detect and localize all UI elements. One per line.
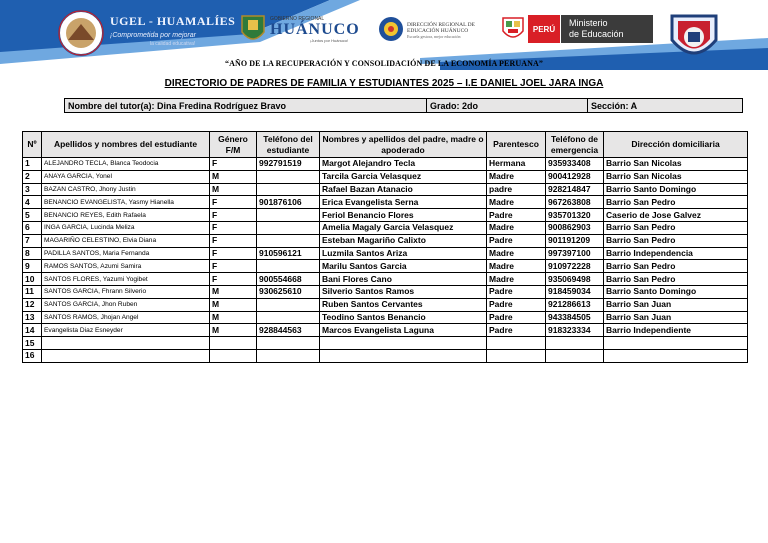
cell-gender: M xyxy=(210,311,257,324)
cell-student-phone: 901876106 xyxy=(257,196,320,209)
cell-student-phone xyxy=(257,311,320,324)
cell-parent: Rafael Bazan Atanacio xyxy=(320,183,487,196)
cell-emergency-phone: 967263808 xyxy=(546,196,604,209)
col-header-student: Apellidos y nombres del estudiante xyxy=(42,132,210,158)
cell-relation: Padre xyxy=(487,285,546,298)
cell-relation: Padre xyxy=(487,209,546,222)
cell-student-phone xyxy=(257,260,320,273)
col-header-address: Dirección domiciliaria xyxy=(604,132,748,158)
col-header-parent: Nombres y apellidos del padre, madre o apoderado xyxy=(320,132,487,158)
cell-num: 8 xyxy=(23,247,42,260)
cell-emergency-phone xyxy=(546,349,604,362)
cell-relation: Madre xyxy=(487,196,546,209)
cell-relation: Padre xyxy=(487,324,546,337)
cell-student: BENANCIO REYES, Edith Rafaela xyxy=(42,209,210,222)
cell-student-phone: 928844563 xyxy=(257,324,320,337)
dre-line-2: EDUCACIÓN HUÁNUCO xyxy=(407,28,469,34)
cell-parent: Marilu Santos Garcia xyxy=(320,260,487,273)
gobierno-regional-text xyxy=(270,16,360,43)
ministry-brand-box xyxy=(561,15,653,43)
cell-gender: F xyxy=(210,158,257,171)
cell-num: 12 xyxy=(23,298,42,311)
cell-gender xyxy=(210,349,257,362)
peru-brand-box: PERÚ xyxy=(528,15,560,43)
cell-address: Barrio San Nicolas xyxy=(604,158,748,171)
school-shield-icon xyxy=(666,12,722,66)
cell-student-phone: 992791519 xyxy=(257,158,320,171)
cell-parent: Feriol Benancio Flores xyxy=(320,209,487,222)
cell-parent xyxy=(320,349,487,362)
cell-relation: Padre xyxy=(487,234,546,247)
cell-parent: Ruben Santos Cervantes xyxy=(320,298,487,311)
peru-coat-of-arms-icon xyxy=(501,15,525,43)
cell-address: Barrio San Pedro xyxy=(604,234,748,247)
cell-num: 16 xyxy=(23,349,42,362)
col-header-student-phone: Teléfono del estudiante xyxy=(257,132,320,158)
cell-emergency-phone: 901191209 xyxy=(546,234,604,247)
cell-student-phone xyxy=(257,221,320,234)
cell-num: 10 xyxy=(23,273,42,286)
dre-logo-icon xyxy=(378,16,404,42)
table-row xyxy=(23,273,748,286)
cell-student: SANTOS GARCIA, Fhrann Silverio xyxy=(42,285,210,298)
cell-gender: F xyxy=(210,209,257,222)
cell-parent: Margot Alejandro Tecla xyxy=(320,158,487,171)
cell-student: INGA GARCIA, Lucinda Meliza xyxy=(42,221,210,234)
cell-student: SANTOS GARCIA, Jhon Ruben xyxy=(42,298,210,311)
cell-student: ANAYA GARCIA, Yonel xyxy=(42,170,210,183)
dre-line-1: DIRECCIÓN REGIONAL DE xyxy=(407,22,475,28)
cell-student: SANTOS RAMOS, Jhojan Angel xyxy=(42,311,210,324)
cell-parent: Luzmila Santos Ariza xyxy=(320,247,487,260)
cell-address: Barrio San Juan xyxy=(604,298,748,311)
cell-parent: Marcos Evangelista Laguna xyxy=(320,324,487,337)
cell-emergency-phone: 935069498 xyxy=(546,273,604,286)
table-row xyxy=(23,234,748,247)
cell-gender: M xyxy=(210,298,257,311)
cell-num: 14 xyxy=(23,324,42,337)
cell-gender: F xyxy=(210,196,257,209)
cell-relation xyxy=(487,349,546,362)
cell-gender: M xyxy=(210,170,257,183)
cell-relation: Madre xyxy=(487,221,546,234)
cell-parent: Bani Flores Cano xyxy=(320,273,487,286)
cell-address: Barrio San Juan xyxy=(604,311,748,324)
cell-address xyxy=(604,337,748,350)
cell-address: Barrio Santo Domingo xyxy=(604,285,748,298)
cell-address: Barrio San Pedro xyxy=(604,260,748,273)
cell-num: 2 xyxy=(23,170,42,183)
cell-parent: Amelia Magaly Garcia Velasquez xyxy=(320,221,487,234)
cell-relation: Padre xyxy=(487,311,546,324)
cell-student-phone xyxy=(257,349,320,362)
ministry-line-1: Ministerio xyxy=(569,18,608,28)
cell-num: 9 xyxy=(23,260,42,273)
cell-address: Barrio San Pedro xyxy=(604,273,748,286)
cell-parent: Tarcila Garcia Velasquez xyxy=(320,170,487,183)
table-header-row xyxy=(23,132,748,158)
cell-student-phone xyxy=(257,183,320,196)
cell-address xyxy=(604,349,748,362)
cell-relation: Madre xyxy=(487,247,546,260)
cell-address: Barrio San Nicolas xyxy=(604,170,748,183)
table-row xyxy=(23,285,748,298)
table-row xyxy=(23,349,748,362)
cell-address: Barrio San Pedro xyxy=(604,221,748,234)
tutor-info-table xyxy=(64,98,743,113)
table-row xyxy=(23,221,748,234)
cell-relation: Hermana xyxy=(487,158,546,171)
cell-gender xyxy=(210,337,257,350)
cell-student: RAMOS SANTOS, Azumi Samira xyxy=(42,260,210,273)
cell-num: 4 xyxy=(23,196,42,209)
cell-num: 7 xyxy=(23,234,42,247)
cell-student-phone: 900554668 xyxy=(257,273,320,286)
cell-student-phone xyxy=(257,298,320,311)
table-row xyxy=(23,170,748,183)
cell-student: MAGARIÑO CELESTINO, Elvia Diana xyxy=(42,234,210,247)
cell-address: Barrio Independiente xyxy=(604,324,748,337)
cell-relation: padre xyxy=(487,183,546,196)
cell-student-phone: 930625610 xyxy=(257,285,320,298)
table-row xyxy=(23,298,748,311)
cell-parent: Silverio Santos Ramos xyxy=(320,285,487,298)
cell-address: Caserio de Jose Galvez xyxy=(604,209,748,222)
cell-student: BENANCIO EVANGELISTA, Yasmy Hianella xyxy=(42,196,210,209)
ugel-logo-icon xyxy=(58,10,104,56)
cell-student-phone xyxy=(257,170,320,183)
cell-parent: Esteban Magariño Calixto xyxy=(320,234,487,247)
cell-emergency-phone: 935701320 xyxy=(546,209,604,222)
cell-student: ALEJANDRO TECLA, Blanca Teodocia xyxy=(42,158,210,171)
cell-emergency-phone: 900412928 xyxy=(546,170,604,183)
cell-num: 11 xyxy=(23,285,42,298)
document-title: DIRECTORIO DE PADRES DE FAMILIA Y ESTUDIANTES 2025 – I.E DANIEL JOEL JARA INGA xyxy=(164,78,604,89)
cell-student-phone xyxy=(257,234,320,247)
cell-gender: F xyxy=(210,221,257,234)
table-row xyxy=(23,183,748,196)
cell-num: 6 xyxy=(23,221,42,234)
ugel-text-block xyxy=(110,14,235,47)
tutor-name-cell: Nombre del tutor(a): Dina Fredina Rodríguez Bravo xyxy=(65,99,427,113)
cell-address: Barrio Santo Domingo xyxy=(604,183,748,196)
dre-text xyxy=(407,22,475,40)
gobierno-regional-shield-icon xyxy=(240,14,266,46)
cell-parent xyxy=(320,337,487,350)
cell-relation: Madre xyxy=(487,260,546,273)
cell-parent: Erica Evangelista Serna xyxy=(320,196,487,209)
table-body xyxy=(23,158,748,363)
cell-num: 5 xyxy=(23,209,42,222)
cell-num: 15 xyxy=(23,337,42,350)
cell-relation xyxy=(487,337,546,350)
col-header-num: Nº xyxy=(23,132,42,158)
cell-emergency-phone: 900862903 xyxy=(546,221,604,234)
table-row xyxy=(23,324,748,337)
cell-student xyxy=(42,337,210,350)
cell-student-phone xyxy=(257,209,320,222)
col-header-gender: Género F/M xyxy=(210,132,257,158)
cell-student-phone xyxy=(257,337,320,350)
cell-gender: M xyxy=(210,324,257,337)
cell-gender: F xyxy=(210,273,257,286)
cell-relation: Madre xyxy=(487,170,546,183)
gob-name: HUÁNUCO xyxy=(270,21,360,38)
table-row xyxy=(23,247,748,260)
cell-student-phone: 910596121 xyxy=(257,247,320,260)
table-row xyxy=(23,196,748,209)
cell-emergency-phone: 943384505 xyxy=(546,311,604,324)
cell-emergency-phone: 997397100 xyxy=(546,247,604,260)
cell-student: Evangelista Diaz Esneyder xyxy=(42,324,210,337)
cell-num: 3 xyxy=(23,183,42,196)
table-row xyxy=(23,311,748,324)
cell-relation: Padre xyxy=(487,298,546,311)
table-row xyxy=(23,260,748,273)
cell-student xyxy=(42,349,210,362)
cell-emergency-phone: 918323334 xyxy=(546,324,604,337)
ugel-subtitle: ¡Comprometida por mejorar xyxy=(110,32,196,39)
year-slogan: “AÑO DE LA RECUPERACIÓN Y CONSOLIDACIÓN DE LA ECONOMÍA PERUANA” xyxy=(225,59,543,68)
cell-emergency-phone: 918459034 xyxy=(546,285,604,298)
cell-student: SANTOS FLORES, Yazumi Yogibet xyxy=(42,273,210,286)
col-header-emergency-phone: Teléfono de emergencia xyxy=(546,132,604,158)
gob-tagline: ¡Juntos por Huánuco! xyxy=(310,38,349,43)
section-cell: Sección: A xyxy=(588,99,743,113)
table-row xyxy=(23,337,748,350)
ugel-subtitle-2: la calidad educativa! xyxy=(150,41,196,47)
cell-emergency-phone xyxy=(546,337,604,350)
cell-gender: F xyxy=(210,247,257,260)
cell-emergency-phone: 935933408 xyxy=(546,158,604,171)
cell-student: BAZAN CASTRO, Jhony Justin xyxy=(42,183,210,196)
gob-small-label: GOBIERNO REGIONAL xyxy=(270,16,325,22)
cell-emergency-phone: 921286613 xyxy=(546,298,604,311)
cell-gender: M xyxy=(210,285,257,298)
directory-table xyxy=(22,131,748,363)
cell-emergency-phone: 910972228 xyxy=(546,260,604,273)
cell-emergency-phone: 928214847 xyxy=(546,183,604,196)
grade-cell: Grado: 2do xyxy=(427,99,588,113)
ugel-title: UGEL - HUAMALÍES xyxy=(110,14,236,28)
dre-tagline: Escuela gestora, mejor educación xyxy=(407,34,461,39)
cell-address: Barrio Independencia xyxy=(604,247,748,260)
ministry-line-2: de Educación xyxy=(569,29,624,39)
table-row xyxy=(23,158,748,171)
col-header-relation: Parentesco xyxy=(487,132,546,158)
cell-address: Barrio San Pedro xyxy=(604,196,748,209)
cell-student: PADILLA SANTOS, Maria Fernanda xyxy=(42,247,210,260)
cell-gender: M xyxy=(210,183,257,196)
cell-num: 1 xyxy=(23,158,42,171)
cell-gender: F xyxy=(210,234,257,247)
cell-num: 13 xyxy=(23,311,42,324)
cell-parent: Teodino Santos Benancio xyxy=(320,311,487,324)
cell-relation: Madre xyxy=(487,273,546,286)
cell-gender: F xyxy=(210,260,257,273)
table-row xyxy=(23,209,748,222)
